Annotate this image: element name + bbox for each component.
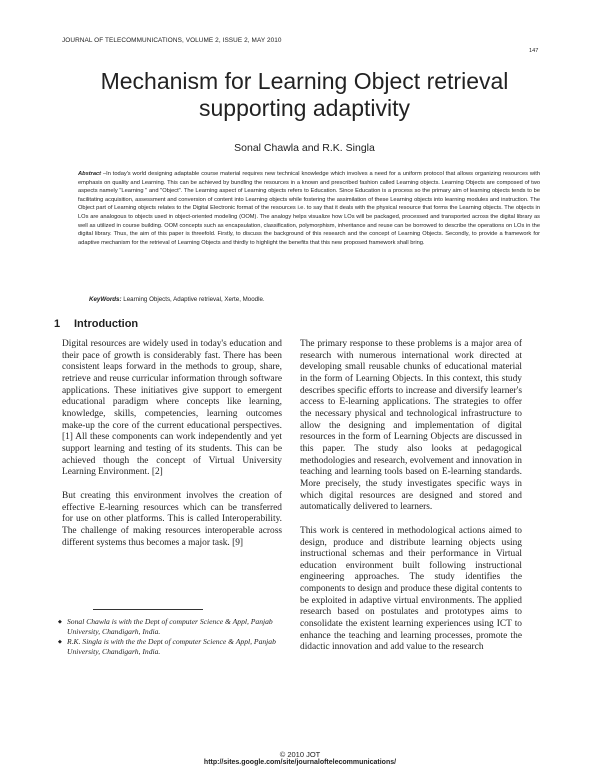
diamond-bullet-icon: ◆: [58, 620, 62, 625]
footnotes: [58, 617, 298, 657]
footnote: [58, 617, 298, 637]
paper-title: Mechanism for Learning Object retrieval supporting adaptivity: [100, 68, 509, 121]
keywords: [89, 296, 529, 303]
journal-header: JOURNAL OF TELECOMMUNICATIONS, VOLUME 2, ISSUE 2, MAY 2010: [62, 37, 282, 44]
footnote: [58, 637, 298, 657]
section-title: Introduction: [74, 318, 139, 330]
right-column: [300, 339, 522, 654]
page-number: 147: [529, 48, 539, 54]
left-column: [62, 339, 282, 549]
diamond-bullet-icon: ◆: [58, 640, 62, 646]
body-paragraph: Digital resources are widely used in today's education and their pace of growth is considerably fast. There has been consistent leaps forward in the methods to group, share, retrieve and reuse curricular information through software applications. These initiatives give support to emergent educational paradigm where concepts like learning, knowledge, skills, competencies, learning outcomes make-up the core of the current educational perspectives. [1] All these components can work independently and yet support learning and testing of its students. This can be achieved though the concept of Virtual University Learning Environment. [2]: [62, 339, 282, 478]
abstract-label: Abstract: [78, 171, 102, 177]
keywords-label: KeyWords:: [89, 296, 122, 303]
section-number: 1: [54, 318, 61, 330]
footnote-text: Sonal Chawla is with the Dept of computer Science & Appl, Panjab University, Chandigarh, India.: [67, 617, 273, 636]
abstract: [78, 170, 540, 247]
body-paragraph: The primary response to these problems is a major area of research with numerous international work directed at developing small reusable chunks of educational material in the form of Learning Objects. In this context, this study describes specific efforts to increase and diversify learner's access to E-learning applications. The strategies to offer the necessary physical and technological infrastructure to allow the designing and implementation of digital resources in the form of Learning Objects are discussed in this paper. The study also looks at pedagogical methodologies and research, evolvement and innovation in teaching and learning tools based on E-learning standards. More precisely, the study investigates specific ways in which digital resources are designed and stored and automatically delivered to learners.: [300, 339, 522, 513]
footnote-text: R.K. Singla is with the the Dept of computer Science & Appl, Panjab University, Chandigarh, India.: [67, 637, 276, 656]
site-url[interactable]: http://sites.google.com/site/journaloftelecommunications/: [203, 759, 397, 766]
body-paragraph: But creating this environment involves the creation of effective E-learning resources which can be transferred for use on other platforms. This is called Interoperability. The challenge of making resources interoperable across different systems thus becomes a major task. [9]: [62, 490, 282, 548]
footnote-divider: [93, 609, 203, 610]
body-paragraph: This work is centered in methodological actions aimed to design, produce and distribute learning objects using instructional schemas and their performance in Virtual education environment built following instructional engineering approaches. The study identifies the components to design and produce these digital contents to be exploited in adaptive virtual environments. The applied research based on postulates and prototypes aims to consolidate the existent learning experiences using ICT to enhance the teaching and learning processes, promote the didactic innovation and add value to the research: [300, 525, 522, 653]
section-heading-introduction: [54, 318, 138, 330]
copyright: © 2010 JOT: [279, 750, 321, 759]
keywords-text: Learning Objects, Adaptive retrieval, Xerte, Moodle.: [121, 296, 265, 303]
abstract-text: –In today's world designing adaptable course material requires new technical knowledge which involves a need for a uniform protocol that allows organizing resources with emphasis on quality and Learning. This can be achieved by bundling the resources in a known and prescribed fashion called Learning objects. Learning Objects are composed of two aspects namely "Learning " and "Object". The Learning aspect of Learning objects refers to Education. Since Education is a process so the primary aim of learning objects tends to be facilitating acquisition, assessment and conversion of content into Learning objects while fostering the assimilation of these Learning objects into learning modules and instruction. The Object part of Learning objects relates to the Digital Electronic format of the resources i.e. to say that it deals with the physical resource that forms the Learning objects. The objects in LOs are analogous to objects used in object-oriented modeling (OOM). The analogy helps visualize how LOs will be packaged, processed and transported across the digital library as well as utilized in course building. OOM concepts such as encapsulation, classification, polymorphism, inheritance and reuse can be borrowed to describe the operations on LOs in the digital library. Thus, the aim of this paper is threefold. Firstly, to discuss the background of this research and the concept of Learning Objects. Secondly, to provide a framework for adaptive mechanism for the retrieval of Learning Objects and thirdly to highlight the benefits that this new proposed framework shall bring.: [78, 171, 540, 246]
authors: Sonal Chawla and R.K. Singla: [234, 142, 375, 154]
